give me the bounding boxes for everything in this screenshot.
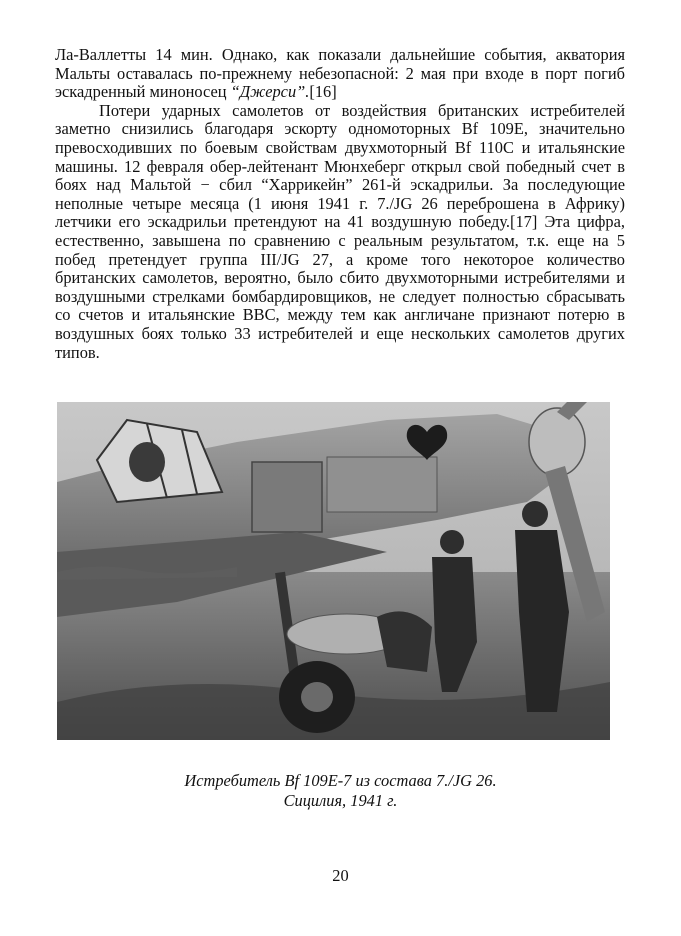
- ship-name: “Джерси”.: [230, 82, 310, 102]
- caption-line-1: Истребитель Bf 109E-7 из состава 7./JG 26.: [184, 771, 497, 790]
- aircraft-photo-drawing: [57, 402, 610, 740]
- paragraph-1-text: Ла-Валлетты 14 мин. Однако, как показали дальнейшие события, акватория Мальты оставалась по-прежнему небезопасной: 2 мая при входе в порт погиб эскадренный миноносец: [55, 45, 625, 102]
- aircraft-photo: [57, 402, 610, 740]
- footnote-ref-16: [16]: [309, 82, 337, 102]
- propeller-spinner: [529, 408, 585, 476]
- paragraph-1: [55, 46, 625, 102]
- caption-line-2: Сицилия, 1941 г.: [283, 791, 398, 810]
- figure-caption: [0, 771, 681, 811]
- pilot-figure: [129, 442, 165, 482]
- page-number: 20: [332, 866, 349, 885]
- body-text: [55, 46, 625, 362]
- paragraph-2: Потери ударных самолетов от воздействия британских истребителей заметно снизились благодаря эскорту одномоторных Bf 109E, значительно превосходивших по боевым свойствам двухмоторный Bf 110C и итальянские машины. 12 февраля обер-лейтенант Мюнхеберг открыл свой победный счет в боях над Мальтой − сбил “Харрикейн” 261-й эскадрильи. За последующие неполные четыре месяца (1 июня 1941 г. 7./JG 26 переброшена в Африку) летчики его эскадрильи претендуют на 41 воздушную победу.[17] Эта цифра, естественно, завышена по сравнению с реальным результатом, т.к. еще на 5 побед претендует группа III/JG 27, а кроме того некоторое количество британских самолетов, вероятно, было сбито двухмоторными истребителями и воздушными стрелками бомбардировщиков, не следует полностью сбрасывать со счетов и итальянские ВВС, между тем как англичане признают потерю в воздушных боях только 33 истребителей и еще нескольких самолетов других типов.: [55, 100, 625, 362]
